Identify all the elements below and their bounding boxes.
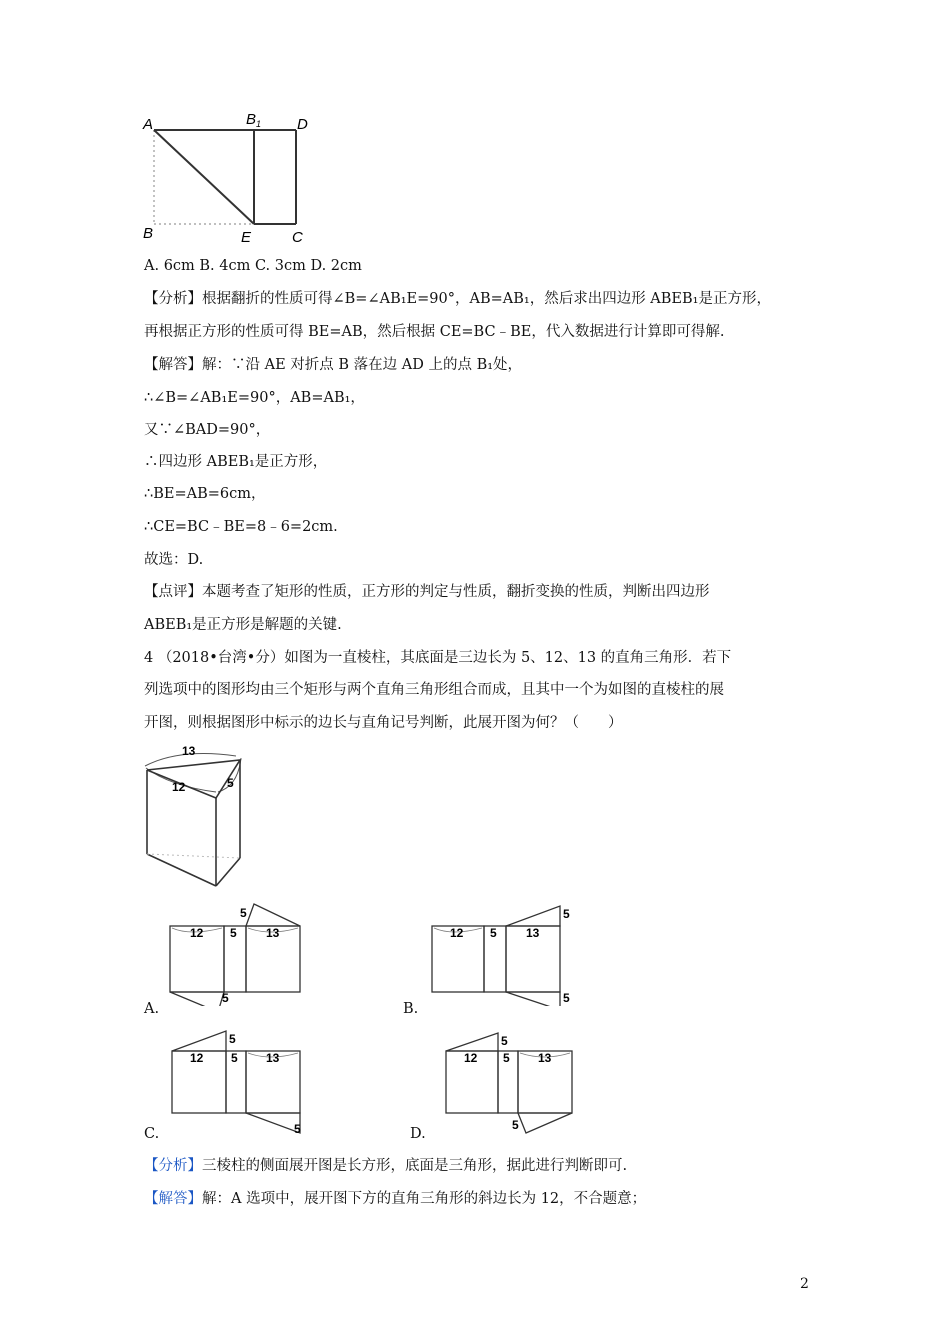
- q3-step-2: 又∵∠BAD=90°，: [144, 422, 271, 438]
- net-d-label-5-top: 5: [501, 1034, 508, 1048]
- net-c-label-12: 12: [190, 1051, 204, 1065]
- option-b-label: B.: [403, 1001, 419, 1017]
- option-c-label: C.: [144, 1126, 160, 1142]
- q3-analysis-line-1: 【分析】根据翻折的性质可得∠B=∠AB₁E=90°，AB=AB₁，然后求出四边形 ABEB₁是正方形，: [144, 291, 771, 307]
- net-d-label-12: 12: [464, 1051, 478, 1065]
- net-a-label-5-mid: 5: [230, 926, 237, 940]
- q4-solution: 【解答】解：A 选项中，展开图下方的直角三角形的斜边长为 12，不合题意；: [144, 1191, 647, 1207]
- net-a-label-5-bottom: 5: [222, 991, 229, 1005]
- q4-analysis: 【分析】三棱柱的侧面展开图是长方形，底面是三角形，据此进行判断即可.: [144, 1158, 628, 1174]
- q4-stem-line-3: 开图，则根据图形中标示的边长与直角记号判断，此展开图为何？（ ）: [144, 715, 623, 731]
- q3-step-3: ∴四边形 ABEB₁是正方形，: [144, 454, 328, 470]
- page-number: 2: [800, 1276, 809, 1292]
- figure-prism: [140, 740, 250, 890]
- option-a-label: A.: [144, 1001, 160, 1017]
- figure-rectangle-fold: [140, 108, 320, 248]
- net-a-label-12: 12: [190, 926, 204, 940]
- label-d: D: [297, 116, 308, 133]
- q3-solution-line-1: 【解答】解：∵沿 AE 对折点 B 落在边 AD 上的点 B₁处，: [144, 357, 523, 373]
- net-c-label-13: 13: [266, 1051, 280, 1065]
- net-c-label-5-bottom: 5: [294, 1122, 301, 1136]
- label-a: A: [143, 116, 154, 133]
- net-option-a: [160, 898, 310, 1006]
- option-d-label: D.: [410, 1126, 426, 1142]
- net-a-label-13: 13: [266, 926, 280, 940]
- q4-stem-line-2: 列选项中的图形均由三个矩形与两个直角三角形组合而成，且其中一个为如图的直棱柱的展: [144, 682, 724, 698]
- net-b-label-5-top: 5: [563, 907, 570, 921]
- q3-comment-line-1: 【点评】本题考查了矩形的性质，正方形的判定与性质，翻折变换的性质，判断出四边形: [144, 584, 710, 600]
- q4-stem-line-1: 4 （2018•台湾•分）如图为一直棱柱，其底面是三边长为 5、12、13 的直角三角形．若下: [144, 650, 732, 666]
- net-option-b: [422, 898, 582, 1006]
- net-option-c: [160, 1025, 320, 1137]
- q3-analysis-line-2: 再根据正方形的性质可得 BE=AB，然后根据 CE=BC﹣BE，代入数据进行计算即可得解.: [144, 324, 725, 340]
- net-c-label-5-top: 5: [229, 1032, 236, 1046]
- q3-step-5: ∴CE=BC﹣BE=8﹣6=2cm.: [144, 519, 338, 535]
- label-e: E: [241, 229, 252, 246]
- net-a-label-5-top: 5: [240, 906, 247, 920]
- net-option-d: [436, 1025, 586, 1137]
- q3-options: A. 6cm B. 4cm C. 3cm D. 2cm: [144, 258, 362, 274]
- net-b-label-5-mid: 5: [490, 926, 497, 940]
- net-c-label-5-mid: 5: [231, 1051, 238, 1065]
- net-d-label-13: 13: [538, 1051, 552, 1065]
- net-b-label-13: 13: [526, 926, 540, 940]
- net-b-label-12: 12: [450, 926, 464, 940]
- net-b-label-5-bottom: 5: [563, 991, 570, 1005]
- q3-comment-line-2: ABEB₁是正方形是解题的关键.: [144, 617, 342, 633]
- label-c: C: [292, 229, 303, 246]
- label-b1: $B_1$: [246, 111, 262, 129]
- prism-label-5: 5: [227, 776, 234, 790]
- q3-step-4: ∴BE=AB=6cm，: [144, 486, 266, 502]
- net-d-label-5-bottom: 5: [512, 1118, 519, 1132]
- label-b: B: [143, 225, 154, 242]
- q3-step-1: ∴∠B=∠AB₁E=90°，AB=AB₁，: [144, 390, 365, 406]
- net-d-label-5-mid: 5: [503, 1051, 510, 1065]
- q3-answer: 故选：D.: [144, 552, 204, 568]
- prism-label-13: 13: [182, 744, 196, 758]
- prism-label-12: 12: [172, 780, 186, 794]
